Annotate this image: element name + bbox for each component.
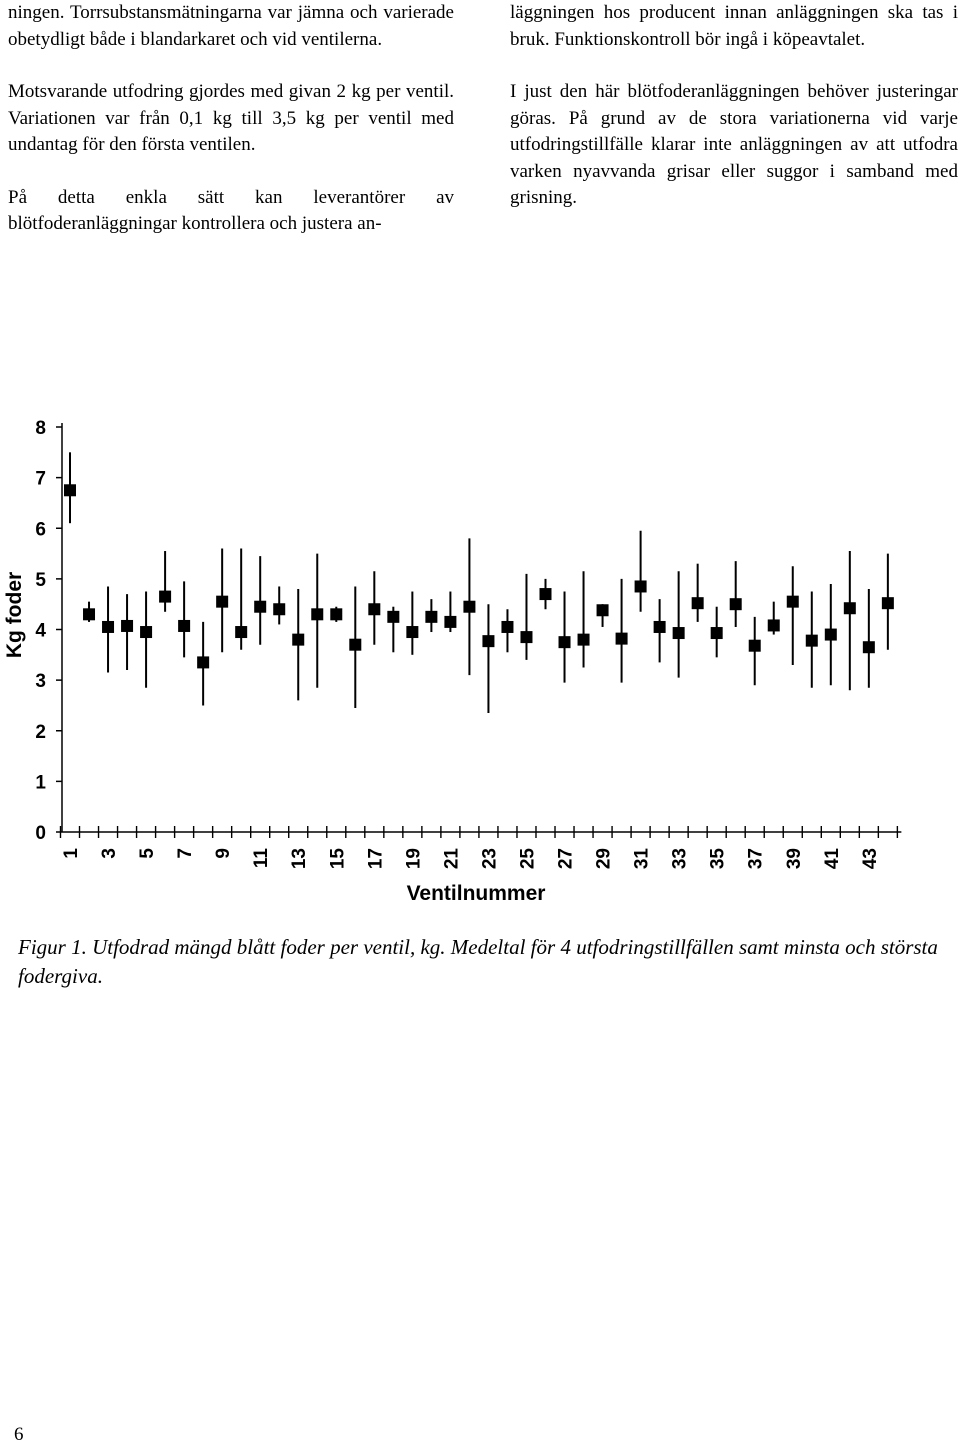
paragraph: I just den här blötfoderanläggningen behöver justeringar göras. På grund av de stora variationerna vid varje utfodringstillfälle klarar inte anläggningen av att utfodra varken nyavvanda grisar eller suggor i samband med grisning. (510, 81, 958, 208)
data-point (482, 635, 494, 647)
x-tick-label: 9 (213, 848, 235, 859)
right-text-column (510, 0, 958, 238)
x-tick-label: 39 (783, 848, 805, 870)
x-tick-label: 27 (555, 848, 577, 870)
x-tick-label: 17 (365, 848, 387, 870)
data-point (121, 620, 133, 632)
data-point (749, 640, 761, 652)
y-tick-label: 1 (35, 772, 46, 794)
data-point (178, 620, 190, 632)
data-point (425, 611, 437, 623)
data-point (768, 619, 780, 631)
y-tick-label: 7 (35, 468, 46, 490)
data-point (825, 629, 837, 641)
data-point (787, 596, 799, 608)
data-point (863, 641, 875, 653)
data-point (616, 633, 628, 645)
x-tick-label: 5 (137, 848, 159, 859)
data-point (578, 634, 590, 646)
data-point (501, 621, 513, 633)
data-point (83, 608, 95, 620)
paragraph: Motsvarande utfodring gjordes med givan 2 kg per ventil. Variationen var från 0,1 kg till 3,5 kg per ventil med undantag för den första ventilen. (8, 81, 454, 155)
data-point (673, 627, 685, 639)
data-point (197, 656, 209, 668)
data-point (635, 580, 647, 592)
figure-chart (0, 395, 960, 915)
data-point (654, 621, 666, 633)
data-point (597, 604, 609, 616)
chart-svg (0, 395, 960, 915)
x-tick-label: 23 (479, 848, 501, 870)
y-tick-label: 5 (35, 569, 46, 591)
y-tick-label: 8 (35, 418, 46, 439)
data-point (806, 635, 818, 647)
data-point (406, 626, 418, 638)
y-tick-label: 0 (35, 823, 46, 844)
data-point (216, 596, 228, 608)
data-point (140, 626, 152, 638)
x-tick-label: 33 (669, 848, 691, 870)
y-tick-label: 3 (35, 671, 46, 693)
x-axis (60, 826, 901, 869)
data-point (102, 621, 114, 633)
x-tick-label: 31 (631, 848, 653, 870)
y-axis-label: Kg foder (3, 571, 26, 659)
x-tick-label: 37 (745, 848, 767, 870)
data-point (254, 601, 266, 613)
x-tick-label: 3 (99, 848, 121, 859)
data-point (730, 598, 742, 610)
data-point (368, 603, 380, 615)
y-tick-label: 6 (35, 519, 46, 541)
data-point (882, 597, 894, 609)
y-tick-label: 4 (35, 620, 46, 642)
x-tick-label: 11 (251, 848, 273, 869)
data-point (559, 636, 571, 648)
data-point (444, 616, 456, 628)
y-axis (35, 418, 62, 844)
data-point (349, 639, 361, 651)
data-point (273, 603, 285, 615)
data-point (463, 601, 475, 613)
paragraph: ningen. Torrsubstansmätningarna var jämna och varierade obetydligt både i blandarkaret och vid ventilerna. (8, 2, 454, 50)
data-point (844, 602, 856, 614)
x-tick-label: 21 (441, 848, 463, 870)
data-point (292, 634, 304, 646)
x-tick-label: 13 (289, 848, 311, 870)
data-point (540, 588, 552, 600)
paragraph: läggningen hos producent innan anläggningen ska tas i bruk. Funktionskontroll bör ingå i köpeavtalet. (510, 2, 958, 50)
figure-caption: Figur 1. Utfodrad mängd blått foder per ventil, kg. Medeltal för 4 utfodringstillfällen samt minsta och största fodergiva. (18, 935, 938, 988)
x-tick-label: 7 (175, 848, 197, 859)
y-tick-label: 2 (35, 721, 46, 743)
data-point (520, 631, 532, 643)
page-number: 6 (14, 1424, 24, 1445)
x-tick-label: 43 (859, 848, 881, 870)
x-tick-label: 25 (517, 848, 539, 870)
x-axis-label: Ventilnummer (406, 882, 546, 905)
left-text-column (8, 0, 454, 264)
x-tick-label: 19 (403, 848, 425, 870)
data-point (387, 611, 399, 623)
x-tick-label: 1 (61, 848, 82, 859)
data-point (64, 484, 76, 496)
x-tick-label: 35 (707, 848, 729, 870)
paragraph: På detta enkla sätt kan leverantörer av blötfoderanläggningar kontrollera och justera an- (8, 186, 454, 234)
data-point (235, 626, 247, 638)
data-point (692, 597, 704, 609)
x-tick-label: 41 (821, 848, 843, 870)
data-point (711, 627, 723, 639)
x-tick-label: 29 (593, 848, 615, 870)
chart-marks (64, 452, 894, 713)
data-point (159, 591, 171, 603)
data-point (311, 608, 323, 620)
x-tick-label: 15 (327, 848, 349, 870)
data-point (330, 608, 342, 620)
